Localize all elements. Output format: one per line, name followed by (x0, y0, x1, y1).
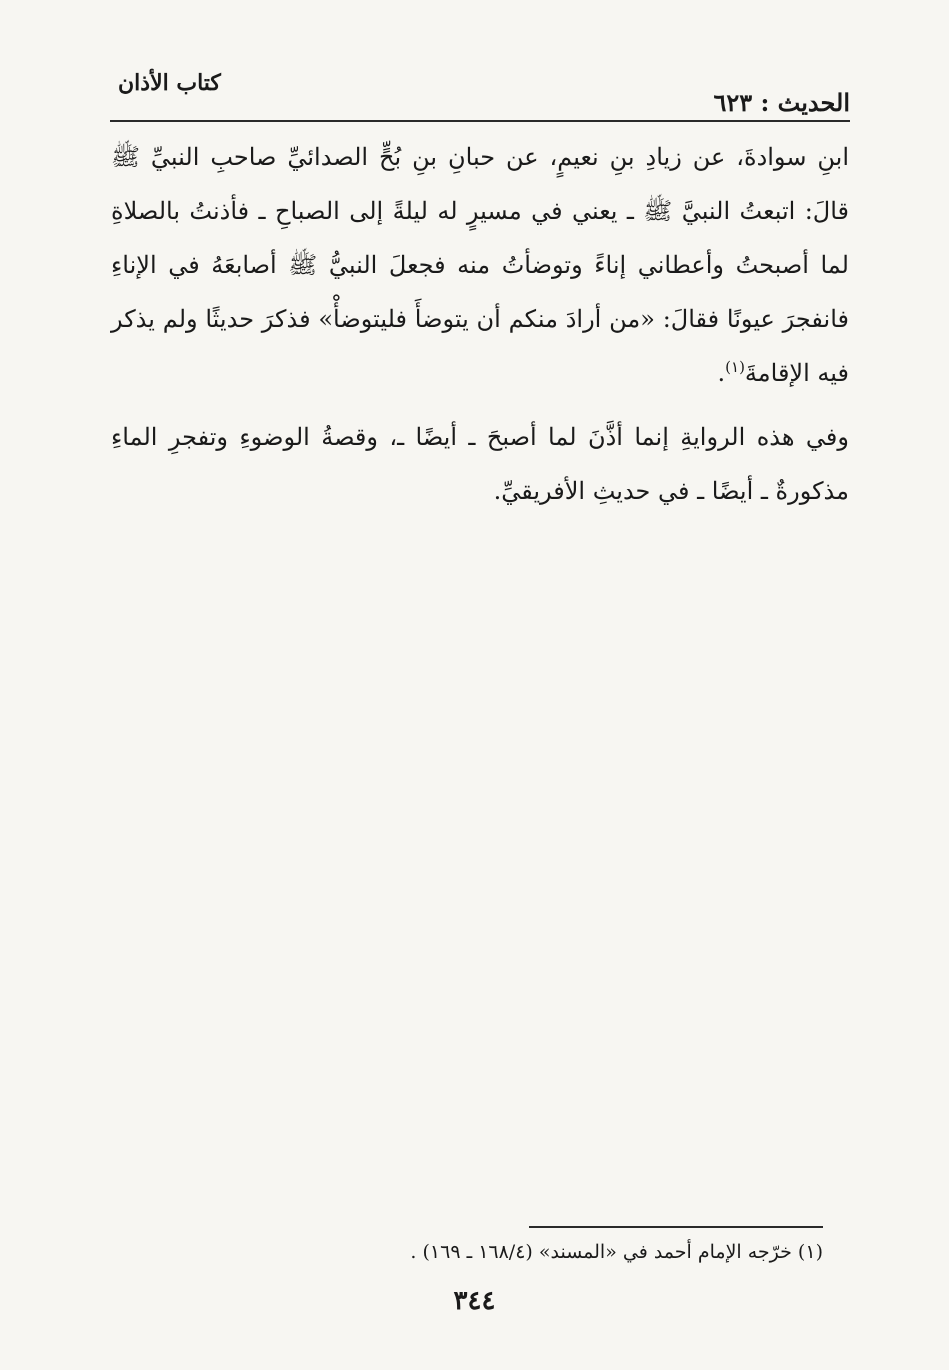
footnote-1: (١) خرّجه الإمام أحمد في «المسند» (١٦٨/٤ ـ ١٦٩) . (410, 1241, 823, 1263)
paragraph-1-text: ابنِ سوادةَ، عن زيادِ بنِ نعيمٍ، عن حبانِ بنِ بُحٍّ الصدائيِّ صاحبِ النبيِّ ﷺ قالَ: اتبعتُ النبيَّ ﷺ ـ يعني في مسيرٍ له ليلةً إلى الصباحِ ـ فأذنتُ بالصلاةِ لما أصبحتُ وأعطاني إناءً وتوضأتُ منه فجعلَ النبيُّ ﷺ أصابعَهُ في الإناءِ فانفجرَ عيونًا فقالَ: «من أرادَ منكم أن يتوضأَ فليتوضأْ» فذكرَ حديثًا ولم يذكر فيه الإقامةَ (111, 143, 849, 387)
book-title: كتاب الأذان (118, 70, 221, 96)
page-number: ٣٤٤ (453, 1286, 496, 1316)
paragraph-1 (111, 130, 849, 400)
paragraph-2-text: وفي هذه الروايةِ إنما أذَّنَ لما أصبحَ ـ أيضًا ـ، وقصةُ الوضوءِ وتفجرِ الماءِ مذكورةٌ ـ أيضًا ـ في حديثِ الأفريقيِّ. (111, 423, 849, 505)
paragraph-1-end: . (717, 359, 726, 387)
footnote-divider (529, 1226, 823, 1228)
page-header (110, 66, 850, 122)
footnote-reference-1[interactable]: (١) (725, 358, 745, 376)
paragraph-2 (111, 410, 849, 518)
main-text (111, 130, 849, 518)
header-divider (110, 120, 850, 122)
hadith-number-label: الحديث : ٦٢٣ (713, 88, 850, 117)
